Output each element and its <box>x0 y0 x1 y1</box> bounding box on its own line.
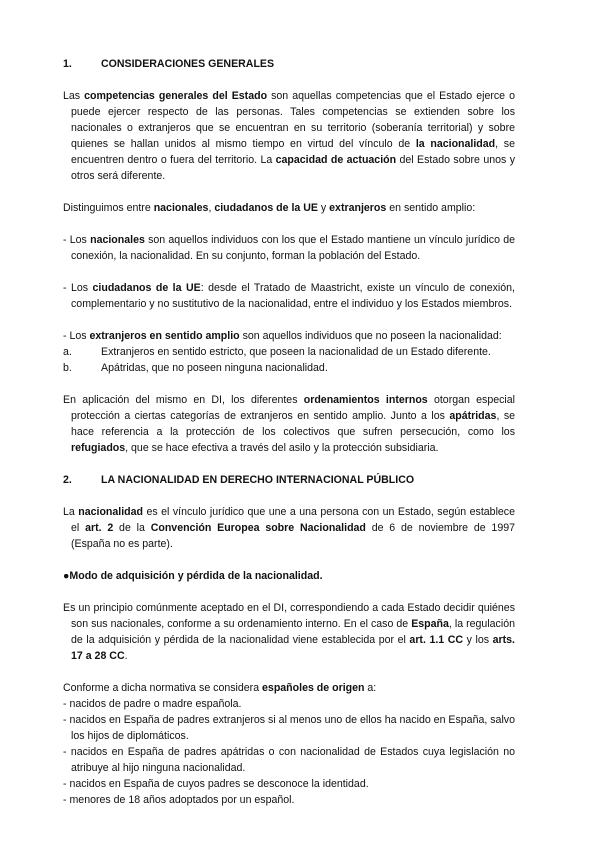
text-run: es el vínculo jurídico que une a una persona con un Estado, según establece el <box>71 506 515 534</box>
text-run: son aquellos individuos que no poseen la nacionalidad: <box>239 330 502 342</box>
bold-term: art. 1.1 CC <box>409 634 464 646</box>
bold-term: nacionales <box>90 234 145 246</box>
text-run: son aquellas competencias que el Estado ejerce o puede ejercer respecto de las personas. Tales competencias se extienden sobre los nacionales o extranjeros que se encuentran en su territorio (soberanía territorial) y sobre quienes se hallan unidos al mismo tiempo en virtud del vínculo de <box>71 90 516 150</box>
text-run: . <box>124 650 128 662</box>
text-run: , la regulación de la adquisición y pérdida de la nacionalidad viene establecida por el <box>71 618 515 646</box>
text-run: , se hace referencia a la protección de los colectivos que sufren persecución, como los <box>71 410 516 438</box>
text-run: otorgan especial protección a ciertas categorías de extranjeros en sentido amplio. Junto a los <box>71 394 516 422</box>
bold-term: capacidad de actuación <box>275 154 397 166</box>
bold-term: españoles de origen <box>262 682 365 694</box>
bold-term: la nacionalidad <box>415 138 496 150</box>
bold-term: Convención Europea sobre Nacionalidad <box>150 522 366 534</box>
bold-term: nacionalidad <box>78 506 144 518</box>
origin-list <box>63 696 515 808</box>
paragraph-competencias <box>63 88 515 184</box>
bold-term: extranjeros en sentido amplio <box>89 330 240 342</box>
text-run: de la <box>113 522 151 534</box>
item-ciudadanos-ue <box>63 280 515 312</box>
origin-list-item: - menores de 18 años adoptados por un español. <box>63 794 295 806</box>
text-run: del Estado sobre unos y otros será diferente. <box>71 154 516 182</box>
text-run: - Los <box>63 330 90 342</box>
bold-term: refugiados <box>71 442 126 454</box>
text-run: Conforme a dicha normativa se considera <box>63 682 263 694</box>
section-2-number: 2. <box>63 474 72 486</box>
text-run: , <box>208 202 215 214</box>
section-2-title: LA NACIONALIDAD EN DERECHO INTERNACIONAL PÚBLICO <box>101 474 415 486</box>
bold-term: arts. 17 a 28 CC <box>71 634 515 662</box>
paragraph-principio <box>63 600 515 664</box>
sublist-text-a: Extranjeros en sentido estricto, que poseen la nacionalidad de un Estado diferente. <box>101 346 491 358</box>
section-2-heading <box>63 472 515 488</box>
text-run: - Los <box>63 234 91 246</box>
paragraph-distinguimos <box>63 200 515 216</box>
bold-term: apátridas <box>449 410 497 422</box>
subheading-modo-adquisicion: ●Modo de adquisición y pérdida de la nacionalidad. <box>63 570 323 582</box>
sublist-item-a <box>63 344 515 360</box>
sublist-label-b: b. <box>63 362 72 374</box>
text-run: y <box>317 202 330 214</box>
paragraph-conforme <box>63 680 515 696</box>
bold-term: ciudadanos de la UE <box>92 282 201 294</box>
document-page <box>63 56 515 808</box>
text-run: : desde el Tratado de Maastricht, existe un vínculo de conexión, complementario y no sustitutivo de la nacionalidad, entre el individuo y los Estados miembros. <box>71 282 515 310</box>
text-run: en sentido amplio: <box>386 202 476 214</box>
bold-term: ciudadanos de la UE <box>214 202 318 214</box>
text-run: Distinguimos entre <box>63 202 154 214</box>
bold-term: nacionales <box>153 202 209 214</box>
bold-term: art. 2 <box>85 522 114 534</box>
paragraph-nacionalidad <box>63 504 515 552</box>
bold-term: ordenamientos internos <box>303 394 428 406</box>
item-extranjeros <box>63 328 515 344</box>
section-1-title: CONSIDERACIONES GENERALES <box>101 58 275 70</box>
item-nacionales <box>63 232 515 264</box>
text-run: de 6 de noviembre de 1997 (España no es parte). <box>71 522 515 550</box>
bold-term: España <box>411 618 449 630</box>
text-run: , se encuentren dentro o fuera del territorio. La <box>71 138 515 166</box>
text-run: La <box>63 506 79 518</box>
origin-list-item: - nacidos en España de padres extranjeros si al menos uno de ellos ha nacido en España, salvo los hijos de diplomáticos. <box>63 714 515 742</box>
origin-list-item: - nacidos en España de cuyos padres se desconoce la identidad. <box>63 778 369 790</box>
bold-term: extranjeros <box>329 202 387 214</box>
text-run: son aquellos individuos con los que el Estado mantiene un vínculo jurídico de conexión, la nacionalidad. En su conjunto, forman la población del Estado. <box>71 234 515 262</box>
text-run: a: <box>364 682 377 694</box>
origin-list-item: - nacidos en España de padres apátridas o con nacionalidad de Estados cuya legislación no atribuye al hijo ninguna nacionalidad. <box>63 746 515 774</box>
sublist-label-a: a. <box>63 346 72 358</box>
text-run: Es un principio comúnmente aceptado en el DI, correspondiendo a cada Estado decidir quiénes son sus nacionales, conforme a su ordenamiento interno. En el caso de <box>63 602 515 630</box>
section-1-number: 1. <box>63 58 72 70</box>
text-run: - Los <box>63 282 93 294</box>
paragraph-aplicacion <box>63 392 515 456</box>
text-run: , que se hace efectiva a través del asilo y la protección subsidiaria. <box>125 442 439 454</box>
text-run: y los <box>463 634 493 646</box>
sublist-item-b <box>63 360 515 376</box>
text-run: En aplicación del mismo en DI, los diferentes <box>63 394 304 406</box>
text-run: Las <box>63 90 85 102</box>
section-1-heading <box>63 56 515 72</box>
bold-term: competencias generales del Estado <box>84 90 268 102</box>
sublist-text-b: Apátridas, que no poseen ninguna nacionalidad. <box>101 362 328 374</box>
origin-list-item: - nacidos de padre o madre española. <box>63 698 242 710</box>
